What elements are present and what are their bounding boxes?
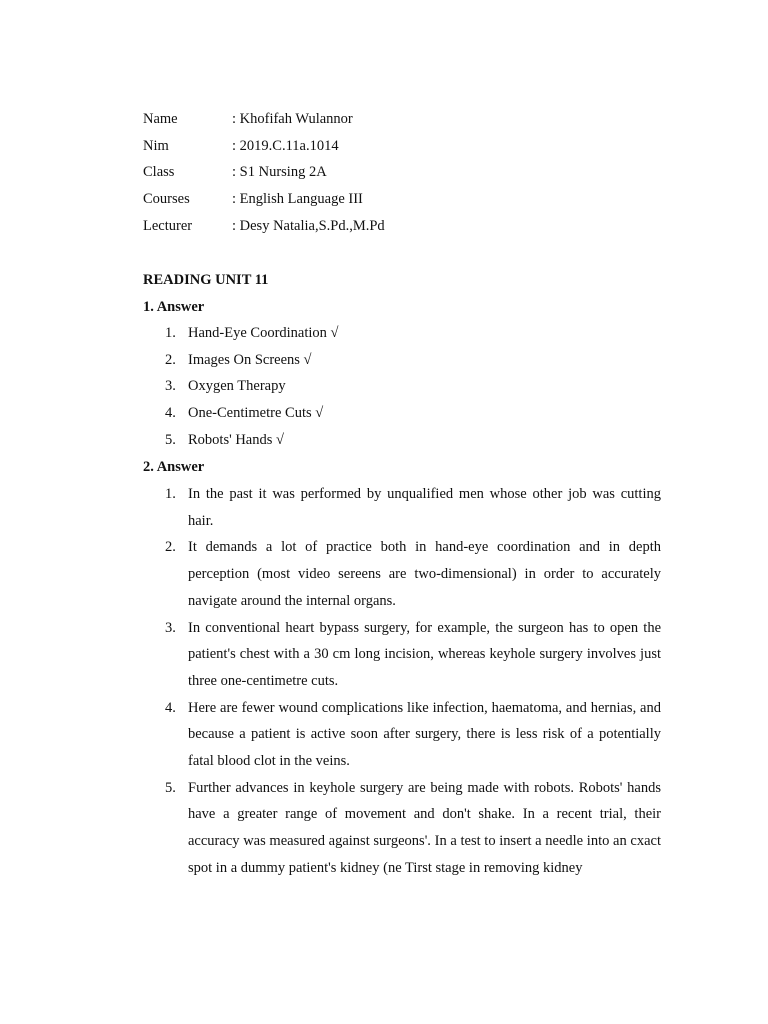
list-number: 2. (165, 351, 176, 368)
list-text: Hand-Eye Coordination √ (188, 325, 339, 341)
list-number: 3. (165, 619, 176, 636)
info-label: Name (143, 111, 178, 127)
info-label: Nim (143, 137, 169, 154)
list-item (143, 775, 661, 882)
list-item (143, 320, 661, 347)
list-item (143, 400, 661, 427)
list-text: Further advances in keyhole surgery are being made with robots. Robots' hands have a greater range of movement and don't shake. In a recent trial, their accuracy was measured against surgeons'. In a test to insert a needle into an cxact spot in a dummy patient's kidney (ne Tirst stage in removing kidney (188, 779, 661, 876)
list-text: In the past it was performed by unqualified men whose other job was cutting hair. (188, 486, 661, 529)
info-label: Courses (143, 191, 190, 208)
info-value: : English Language III (232, 191, 363, 208)
list-number: 5. (165, 431, 176, 448)
list-text: Images On Screens √ (188, 351, 312, 368)
list-item (143, 481, 661, 534)
list-text: Oxygen Therapy (188, 378, 286, 395)
list-text: One-Centimetre Cuts √ (188, 405, 324, 422)
list-item (143, 347, 661, 374)
student-info (143, 108, 663, 241)
list-text: It demands a lot of practice both in hand-eye coordination and in depth perception (most video sereens are two-dimensional) in order to accurately navigate around the internal organs. (188, 539, 661, 609)
info-label: Lecturer (143, 217, 193, 234)
info-row-name (143, 108, 663, 135)
info-value: : Khofifah Wulannor (232, 111, 353, 127)
list-item (143, 695, 661, 775)
list-number: 5. (165, 779, 176, 796)
list-text: In conventional heart bypass surgery, for example, the surgeon has to open the patient's chest with a 30 cm long incision, whereas keyhole surgery involves just three one-centimetre cuts. (188, 619, 661, 689)
list-item (143, 534, 661, 614)
info-value: : S1 Nursing 2A (232, 164, 327, 181)
info-label: Class (143, 164, 175, 181)
list-number: 4. (165, 405, 176, 422)
info-row-nim (143, 135, 663, 162)
document-heading: READING UNIT 11 (143, 272, 269, 288)
list-number: 1. (165, 486, 176, 502)
list-number: 1. (165, 325, 176, 341)
section-1-title: 1. Answer (143, 299, 205, 315)
list-number: 2. (165, 539, 176, 556)
info-row-lecturer (143, 215, 663, 242)
info-row-courses (143, 188, 663, 215)
section-2-list (143, 481, 661, 882)
list-item (143, 615, 661, 695)
section-2-title: 2. Answer (143, 459, 205, 475)
info-value: : Desy Natalia,S.Pd.,M.Pd (232, 217, 385, 234)
list-item (143, 373, 661, 400)
list-text: Here are fewer wound complications like infection, haematoma, and hernias, and because a patient is active soon after surgery, there is less risk of a potentially fatal blood clot in the veins. (188, 699, 661, 770)
list-number: 3. (165, 378, 176, 395)
info-row-class (143, 161, 663, 188)
list-number: 4. (165, 699, 176, 716)
list-item (143, 427, 661, 454)
section-1-list (143, 320, 661, 454)
info-value: : 2019.C.11a.1014 (232, 137, 339, 154)
list-text: Robots' Hands √ (188, 431, 284, 448)
